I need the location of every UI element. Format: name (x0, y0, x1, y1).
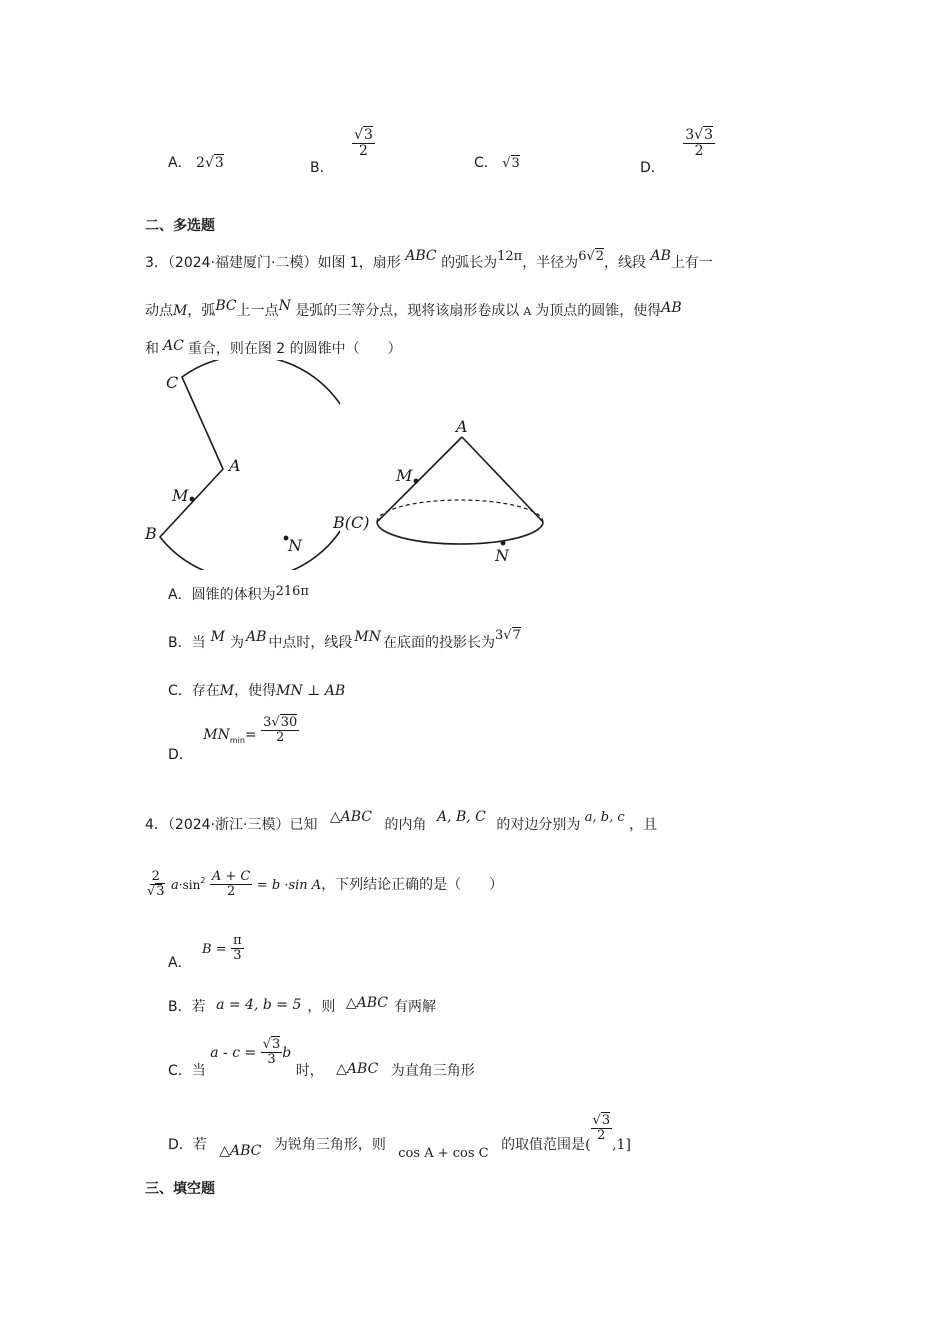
q4-option-a-label: A． (168, 954, 192, 971)
q4-option-a-num: π (233, 933, 242, 948)
q3-text-moving: 动点 (145, 303, 173, 319)
q3-option-c-expr: MN ⊥ AB (276, 683, 346, 699)
q2-option-b-den: 2 (359, 143, 368, 160)
q4-option-b-label: B． (168, 999, 192, 1015)
q3-point-m: M (173, 303, 188, 319)
q3-number: 3． (145, 255, 168, 271)
q3-source: （2024·福建厦门·二模）如图 1，扇形 (167, 255, 401, 271)
section-title-multi: 二、多选题 (145, 218, 215, 234)
fig1-label-m: M (172, 486, 189, 505)
q3-option-d: D． $MN_{min}=$ $\frac{3√30}{2}$ (168, 715, 298, 763)
q4-option-d-num: 3 (601, 1113, 611, 1128)
q3-text-has: 上有一 (670, 255, 713, 271)
q4-eq-den: 3 (156, 884, 165, 900)
q4-option-c-when: 当 (191, 1062, 206, 1079)
q2-option-a-rad: 3 (214, 155, 224, 171)
q3-option-a (168, 584, 309, 604)
q4-option-a (168, 933, 244, 971)
q2-option-d: D． $\frac{3√3}{2}$ (640, 127, 713, 176)
q3-text-trisection: 是弧的三等分点，现将该扇形卷成以 (295, 303, 520, 319)
q2-option-c-label: C． (474, 155, 498, 171)
figure-2-cone (330, 410, 560, 570)
fig2-label-n: N (495, 546, 509, 565)
q4-option-b-cond: a = 4, b = 5 (216, 997, 302, 1013)
q3-option-a-text: 圆锥的体积为 (191, 587, 276, 603)
q4-option-d-label: D． (168, 1136, 193, 1153)
q4-option-c-b: b (282, 1044, 292, 1061)
q3-text-arc: 的弧长为 (441, 255, 498, 271)
q3-option-b-ab: AB (245, 629, 267, 645)
q4-source: （2024·浙江·三模）已知 (167, 817, 318, 833)
q3-option-b-is: 为 (229, 635, 244, 651)
q3-point-n: N (278, 298, 291, 314)
q2-option-b-label: B． (310, 159, 334, 176)
q4-option-d-if: 若 (192, 1136, 207, 1153)
q4-eq-fden: 2 (227, 884, 236, 900)
q4-eq-square: 2 (200, 876, 206, 886)
q2-option-a: A． 2√3 (168, 155, 224, 171)
q4-option-a-lhs: B = (202, 941, 227, 957)
q4-option-c-label: C． (168, 1062, 192, 1079)
cone-right-generatrix (462, 437, 543, 522)
q4-sides: a, b, c (584, 810, 625, 825)
q2-option-d-rad: 3 (704, 127, 713, 143)
cone-point-n-dot (501, 541, 506, 546)
fig1-label-c: C (166, 373, 179, 392)
q4-text-sides: 的对边分别为 (496, 817, 581, 833)
q3-text-coincide: 重合，则在图 2 的圆锥中（ ） (187, 341, 402, 357)
q2-option-b-num: 3 (363, 127, 373, 143)
q3-option-b-rad: 7 (512, 628, 521, 643)
q4-text-which: ，下列结论正确的是（ ） (321, 876, 504, 893)
q4-option-a-den: 3 (233, 948, 242, 964)
q3-radius-coef: 6 (578, 249, 587, 264)
q4-angles: A, B, C (436, 809, 486, 825)
q3-option-c-such: ，使得 (234, 683, 277, 699)
q3-line-2 (145, 300, 682, 320)
figure-1-sector (140, 360, 340, 570)
q2-option-d-label: D． (640, 159, 665, 176)
q4-line-1 (145, 809, 658, 834)
q3-sector-abc: ABC (405, 248, 437, 264)
q3-segment-ac: AC (163, 338, 184, 354)
q4-option-b-if: 若 (191, 999, 206, 1015)
q3-option-a-value: 216π (275, 584, 309, 599)
q4-equation-line: $\frac{2}{√3}$ $a\cdot\sin^2$ $\frac{A + C}{2}$ = b ·sin A，下列结论正确的是（ ） (147, 869, 504, 900)
q2-option-a-coef: 2 (196, 155, 205, 171)
q4-option-c-result: 为直角三角形 (390, 1062, 475, 1079)
fig2-label-a: A (456, 417, 468, 436)
q3-text-segment: ，线段 (604, 255, 647, 271)
q4-eq-sin: ·sin (178, 877, 201, 892)
q3-option-c-label: C． (168, 683, 192, 699)
q4-text-angles: 的内角 (384, 817, 427, 833)
q4-option-d-range: 的取值范围是 (501, 1136, 586, 1153)
q3-option-b-when: 当 (191, 635, 206, 651)
q3-text-point-on: 上一点 (236, 303, 279, 319)
q4-eq-a: a (171, 877, 179, 893)
q4-option-c-den: 3 (267, 1052, 276, 1068)
q3-line-3 (145, 338, 402, 358)
q3-option-b-projection: 在底面的投影长为 (382, 635, 495, 651)
q4-option-c-num: 3 (271, 1037, 281, 1052)
q3-option-b-m: M (210, 629, 225, 645)
q4-option-d-close: ,1] (612, 1136, 631, 1153)
q3-line-1: 3．（2024·福建厦门·二模）如图 1，扇形 ABC 的弧长为12π，半径为6√2，线段 AB上有一 (145, 248, 713, 271)
q3-option-a-label: A． (168, 587, 192, 603)
q4-triangle: △ABC (329, 809, 373, 825)
fig1-label-n: N (288, 536, 302, 555)
q3-option-d-coef: 3 (263, 715, 272, 730)
q3-option-d-den: 2 (276, 730, 285, 746)
fig2-label-bc: B(C) (333, 513, 370, 532)
fig2-label-m: M (396, 466, 413, 485)
cone-point-m-dot (414, 479, 419, 484)
q2-option-d-coef: 3 (685, 127, 695, 143)
q3-option-b-coef: 3 (494, 628, 504, 643)
q4-option-b-then: ，则 (307, 999, 336, 1015)
q3-option-d-mn: MN (203, 726, 230, 743)
q4-option-b-result: 有两解 (393, 999, 436, 1015)
q4-option-c-triangle: △ABC (336, 1060, 379, 1077)
q4-eq-rhs: = b ·sin A (256, 877, 322, 893)
q3-arc-bc: BC (215, 298, 237, 314)
q3-option-d-eq: = (244, 726, 257, 743)
q4-option-d-den: 2 (597, 1128, 606, 1144)
q4-text-and: ，且 (629, 817, 658, 833)
q3-option-b-mn: MN (354, 629, 381, 645)
q2-option-b: B． $\frac{√3}{2}$ (310, 127, 373, 176)
q2-option-d-den: 2 (694, 143, 704, 160)
q3-option-d-label: D． (168, 746, 193, 763)
q3-segment-ab2: AB (661, 300, 682, 316)
point-m-dot (190, 497, 195, 502)
q3-option-d-sub: min (229, 735, 245, 745)
q4-option-d-expr: cos A + cos C (398, 1145, 489, 1161)
q4-option-c: C．当 a - c = $\frac{√3}{3}$ b 时， △ABC 为直角三角形 (168, 1037, 475, 1079)
sector-outline (160, 360, 340, 570)
q3-option-b: B．当 M 为 AB 中点时，线段 MN 在底面的投影长为3√7 (168, 628, 521, 651)
q4-option-d-acute: 为锐角三角形，则 (273, 1136, 386, 1153)
q3-option-c-exists: 存在 (191, 683, 220, 699)
q2-option-c: C． √3 (474, 155, 520, 171)
q3-option-c-m: M (219, 683, 235, 699)
cone-left-generatrix (377, 437, 462, 522)
q4-number: 4． (145, 817, 168, 833)
q4-option-c-lhs: a - c = (210, 1044, 257, 1061)
q4-option-d-triangle: △ABC (219, 1142, 262, 1159)
q4-eq-num: 2 (151, 869, 160, 884)
q3-option-c (168, 680, 345, 700)
q4-option-b (168, 996, 436, 1016)
q4-option-d-open: ( (585, 1136, 591, 1153)
q2-option-a-label: A． (168, 155, 192, 171)
q4-option-c-time: 时， (295, 1062, 324, 1079)
q3-text-arc2: ，弧 (187, 303, 216, 319)
q3-option-d-rad: 30 (280, 715, 298, 730)
cone-base-front (377, 522, 543, 544)
q3-text-cone: 为顶点的圆锥，使得 (535, 303, 662, 319)
cone-base-back (377, 500, 543, 522)
q3-option-b-label: B． (168, 635, 192, 651)
q3-arc-value: 12π (497, 249, 523, 264)
q3-text-and: 和 (145, 341, 159, 357)
q4-option-b-triangle: △ABC (345, 995, 388, 1011)
section-title-fill: 三、填空题 (145, 1181, 215, 1197)
fig1-label-b: B (145, 524, 157, 543)
q4-option-d: D．若 △ABC 为锐角三角形，则 cos A + cos C 的取值范围是( $\frac{√3}{2}$ ,1] (168, 1113, 631, 1161)
fig1-label-a: A (229, 456, 241, 475)
q3-text-radius: ，半径为 (522, 255, 579, 271)
q3-vertex-a: A (523, 305, 532, 318)
q3-segment-ab: AB (650, 248, 671, 264)
q3-option-b-midpoint: 中点时，线段 (268, 635, 353, 651)
q4-eq-fnum: A + C (211, 869, 251, 884)
q2-option-c-rad: 3 (511, 156, 520, 171)
q3-radius-rad: 2 (595, 249, 605, 264)
